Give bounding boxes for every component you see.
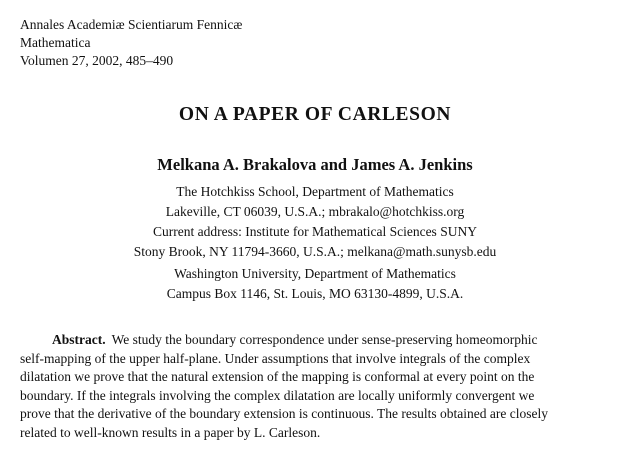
affiliation-line: Stony Brook, NY 11794-3660, U.S.A.; melkana@math.sunysb.edu	[133, 244, 497, 259]
abstract-line	[20, 331, 610, 350]
affiliation-line: Campus Box 1146, St. Louis, MO 63130-4899, U.S.A.	[166, 286, 464, 301]
affiliation-first-author	[0, 182, 630, 262]
abstract-line: self-mapping of the upper half-plane. Under assumptions that involve integrals of the complex	[20, 350, 531, 366]
journal-volume: Volumen 27, 2002, 485–490	[20, 53, 174, 68]
journal-name: Annales Academiæ Scientiarum Fennicæ	[20, 17, 243, 32]
journal-header	[20, 16, 242, 70]
affiliation-line: Lakeville, CT 06039, U.S.A.; mbrakalo@hotchkiss.org	[165, 204, 465, 219]
abstract-label: Abstract.	[52, 332, 106, 347]
abstract-line: related to well-known results in a paper by L. Carleson.	[20, 424, 321, 440]
abstract-line: dilatation we prove that the natural extension of the mapping is conformal at every point on the	[20, 369, 535, 384]
journal-series: Mathematica	[20, 35, 91, 50]
abstract-text: We study the boundary correspondence under sense-preserving homeomorphic	[111, 332, 538, 347]
paper-authors: Melkana A. Brakalova and James A. Jenkins	[157, 155, 473, 174]
paper-title: ON A PAPER OF CARLESON	[178, 104, 452, 125]
affiliation-line: The Hotchkiss School, Department of Mathematics	[176, 184, 454, 199]
abstract-line: boundary. If the integrals involving the complex dilatation are locally uniformly convergent we	[20, 387, 535, 403]
abstract	[20, 331, 610, 442]
affiliation-line: Current address: Institute for Mathematical Sciences SUNY	[153, 224, 477, 239]
abstract-line: prove that the derivative of the boundary extension is continuous. The results obtained are closely	[20, 406, 548, 421]
affiliation-second-author	[0, 264, 630, 304]
affiliation-line: Washington University, Department of Mathematics	[174, 266, 456, 281]
